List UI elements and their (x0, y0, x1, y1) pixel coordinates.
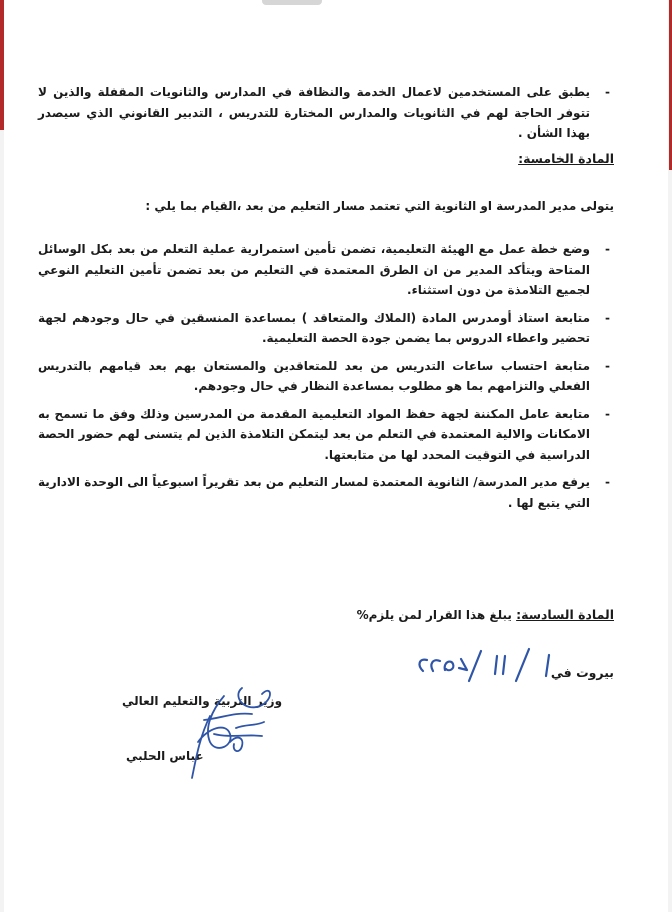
article5-body (38, 239, 614, 520)
signatory-name: عباس الحلبي (126, 749, 204, 763)
article6 (357, 607, 614, 622)
signature-scribble (112, 676, 282, 786)
list-item: - وضع خطة عمل مع الهيئة التعليمية، تضمن تأمين استمرارية عملية التعلم من بعد بكل الوسائل المتاحة ويتأكد المدير من ان الطرق المعتمدة في التعليم من بعد تضمن تأمين التعليم النوعي لجميع التلامذة من دون استثناء. (38, 239, 614, 301)
list-item: - متابعة احتساب ساعات التدريس من بعد للمتعاقدين والمستعان بهم بعد قيامهم بالتدريس الفعلي والتزامهم بما هو مطلوب بمساعدة النظار في حال وجودهم. (38, 356, 614, 397)
list-item: - يرفع مدير المدرسة/ الثانوية المعتمدة لمسار التعليم من بعد تقريراً اسبوعياً الى الوحدة الادارية التي يتبع لها . (38, 472, 614, 513)
article4-list (38, 82, 614, 144)
handwritten-date (409, 646, 574, 684)
article6-heading: المادة السادسة: (516, 607, 614, 622)
document-page (4, 0, 668, 912)
list-item: - متابعة عامل المكننة لجهة حفظ المواد التعليمية المقدمة من المدرسين وذلك وفق ما تسمح به الامكانات والالية المعتمدة في التعلم من بعد ليتمكن التلامذة الذين لم يتسنى لهم حضور الحصة الدراسية في التوقيت المحدد لها من متابعتها. (38, 404, 614, 466)
article6-text: يبلغ هذا القرار لمن يلزم% (356, 608, 512, 622)
article5-list (38, 239, 614, 513)
signatory-title: وزير التربية والتعليم العالي (122, 694, 283, 708)
article4-continuation (38, 82, 614, 151)
article5-heading: المادة الخامسة: (518, 151, 614, 166)
article5-intro: يتولى مدير المدرسة او الثانوية التي تعتمد مسار التعليم من بعد ،القيام بما يلي : (145, 199, 614, 213)
top-edge-mark (262, 0, 322, 5)
place-label: بيروت في (550, 665, 614, 680)
list-item: - يطبق على المستخدمين لاعمال الخدمة والنظافة في المدارس والثانويات المقفلة والذين لا تتوفر الحاجة لهم في الثانويات والمدارس المختارة للتدريس ، التدبير القانوني الذي سيصدر بهذا الشأن . (38, 82, 614, 144)
list-item: - متابعة استاذ أومدرس المادة (الملاك والمتعاقد ) بمساعدة المنسقين في حال وجودهم لجهة تحضير واعطاء الدروس بما يضمن جودة الحصة التعليمية. (38, 308, 614, 349)
